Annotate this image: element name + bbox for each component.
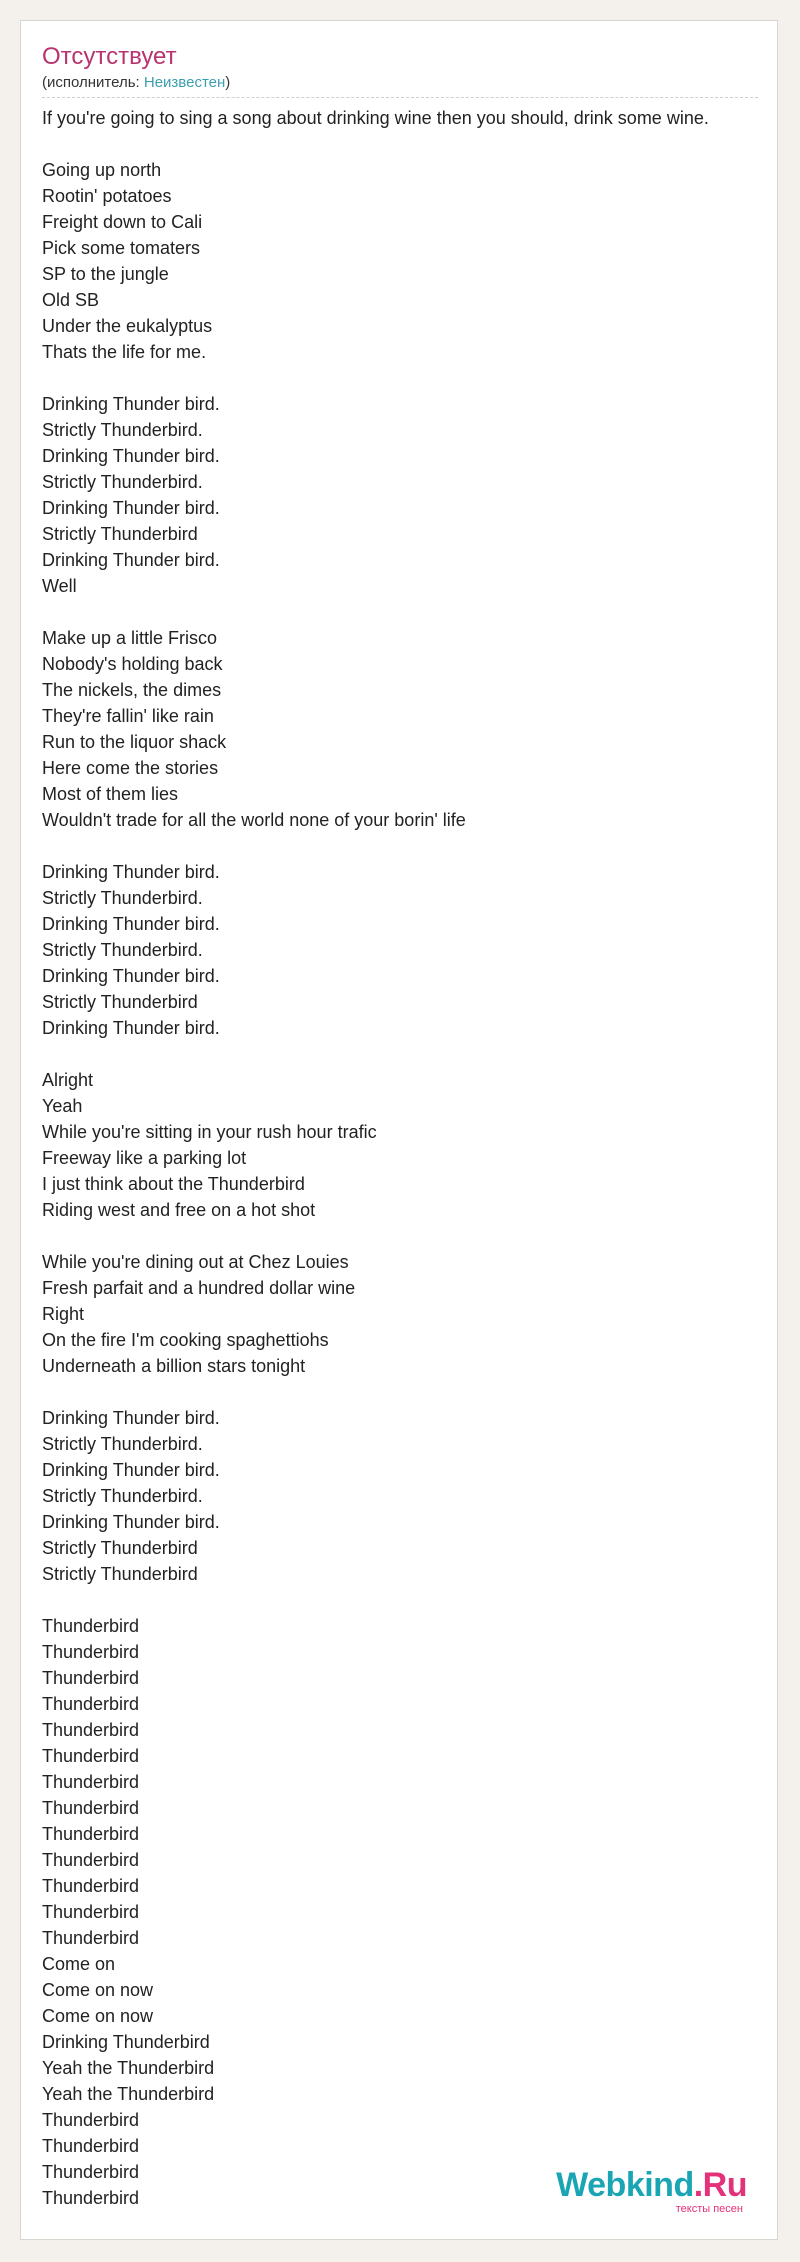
lyric-line: Right — [42, 1304, 85, 1324]
lyric-line: Thunderbird — [42, 1798, 140, 1818]
lyric-line: Thunderbird — [42, 1694, 140, 1714]
lyric-line: Thunderbird — [42, 1928, 140, 1948]
lyric-line: Drinking Thunder bird. — [42, 394, 220, 414]
lyric-line: Thunderbird — [42, 1720, 140, 1740]
lyric-line: Strictly Thunderbird — [42, 1564, 198, 1584]
lyric-line — [42, 1223, 782, 1249]
lyric-line: Alright — [42, 1070, 94, 1090]
lyric-line: Thunderbird — [42, 2136, 140, 2156]
logo-wordmark — [556, 2167, 747, 2203]
lyric-line: Fresh parfait and a hundred dollar wine — [42, 1278, 356, 1298]
lyric-line: While you're dining out at Chez Louies — [42, 1252, 349, 1272]
lyric-line: Drinking Thunder bird. — [42, 966, 220, 986]
lyric-line: Yeah the Thunderbird — [42, 2058, 215, 2078]
lyric-line: The nickels, the dimes — [42, 680, 222, 700]
lyric-line: Wouldn't trade for all the world none of your borin' life — [42, 810, 466, 830]
lyrics-card — [20, 20, 778, 2240]
lyric-line: Drinking Thunder bird. — [42, 550, 220, 570]
lyric-line: Strictly Thunderbird — [42, 992, 198, 1012]
lyric-line — [42, 365, 782, 391]
lyric-line: Freight down to Cali — [42, 212, 203, 232]
artist-prefix: (исполнитель: — [42, 74, 144, 91]
header-divider — [42, 97, 758, 98]
lyric-line: Thunderbird — [42, 1772, 140, 1792]
lyric-line: Make up a little Frisco — [42, 628, 218, 648]
lyric-line: SP to the jungle — [42, 264, 169, 284]
webkind-logo[interactable] — [556, 2167, 747, 2215]
lyric-line: Drinking Thunder bird. — [42, 1512, 220, 1532]
lyric-line: Strictly Thunderbird. — [42, 1486, 203, 1506]
lyric-line: If you're going to sing a song about drinking wine then you should, drink some wine. — [42, 108, 709, 128]
lyric-line: Strictly Thunderbird. — [42, 888, 203, 908]
lyric-line: Drinking Thunder bird. — [42, 862, 220, 882]
artist-suffix: ) — [225, 74, 231, 91]
lyric-line: Thunderbird — [42, 2188, 140, 2208]
lyric-line: Pick some tomaters — [42, 238, 201, 258]
lyric-line — [42, 1587, 782, 1613]
lyric-line: Rootin' potatoes — [42, 186, 172, 206]
lyric-line: Drinking Thunder bird. — [42, 1408, 220, 1428]
lyric-line: Thunderbird — [42, 2162, 140, 2182]
lyric-line — [42, 833, 782, 859]
lyric-line: Freeway like a parking lot — [42, 1148, 247, 1168]
lyric-line: Strictly Thunderbird. — [42, 472, 203, 492]
lyric-line: Thunderbird — [42, 1824, 140, 1844]
lyric-line: I just think about the Thunderbird — [42, 1174, 305, 1194]
lyric-line: Run to the liquor shack — [42, 732, 227, 752]
lyric-line — [42, 1041, 782, 1067]
lyric-line: Thunderbird — [42, 1668, 140, 1688]
lyric-line: Drinking Thunder bird. — [42, 914, 220, 934]
artist-link[interactable]: Неизвестен — [143, 74, 226, 91]
lyric-line: Strictly Thunderbird. — [42, 940, 203, 960]
lyric-line: Thunderbird — [42, 1616, 140, 1636]
lyric-line: Strictly Thunderbird — [42, 524, 198, 544]
logo-tagline: тексты песен — [675, 2203, 743, 2215]
lyric-line: Old SB — [42, 290, 100, 310]
lyric-line: While you're sitting in your rush hour trafic — [42, 1122, 377, 1142]
artist-line — [42, 74, 230, 92]
lyric-line — [42, 1379, 782, 1405]
lyric-line: Thats the life for me. — [42, 342, 207, 362]
lyric-line: Here come the stories — [42, 758, 219, 778]
lyric-line: Come on — [42, 1954, 116, 1974]
lyric-line: Yeah the Thunderbird — [42, 2084, 215, 2104]
lyric-line: Drinking Thunder bird. — [42, 1460, 220, 1480]
lyrics-body — [42, 105, 782, 2211]
lyric-line: Under the eukalyptus — [42, 316, 213, 336]
lyric-line: Underneath a billion stars tonight — [42, 1356, 306, 1376]
lyric-line: Thunderbird — [42, 1642, 140, 1662]
lyric-line: Yeah — [42, 1096, 83, 1116]
lyric-line: Most of them lies — [42, 784, 179, 804]
lyric-line — [42, 599, 782, 625]
lyric-line: Drinking Thunder bird. — [42, 498, 220, 518]
lyric-line: Well — [42, 576, 77, 596]
lyric-line: Drinking Thunder bird. — [42, 446, 220, 466]
lyric-line: On the fire I'm cooking spaghettiohs — [42, 1330, 329, 1350]
lyric-line: Thunderbird — [42, 2110, 140, 2130]
lyric-line: Come on now — [42, 2006, 154, 2026]
song-title: Отсутствует — [42, 43, 177, 70]
lyric-line: Strictly Thunderbird. — [42, 1434, 203, 1454]
lyric-line: Strictly Thunderbird — [42, 1538, 198, 1558]
lyric-line: Riding west and free on a hot shot — [42, 1200, 316, 1220]
lyric-line: Thunderbird — [42, 1902, 140, 1922]
lyric-line: Nobody's holding back — [42, 654, 223, 674]
lyric-line — [42, 131, 782, 157]
lyric-line: Drinking Thunder bird. — [42, 1018, 220, 1038]
lyric-line: They're fallin' like rain — [42, 706, 214, 726]
lyric-line: Come on now — [42, 1980, 154, 2000]
logo-tld: .Ru — [693, 2166, 747, 2204]
lyric-line: Thunderbird — [42, 1746, 140, 1766]
lyric-line: Thunderbird — [42, 1850, 140, 1870]
logo-name: Webkind — [556, 2166, 694, 2204]
lyric-line: Strictly Thunderbird. — [42, 420, 203, 440]
lyric-line: Drinking Thunderbird — [42, 2032, 210, 2052]
lyric-line: Going up north — [42, 160, 162, 180]
lyric-line: Thunderbird — [42, 1876, 140, 1896]
